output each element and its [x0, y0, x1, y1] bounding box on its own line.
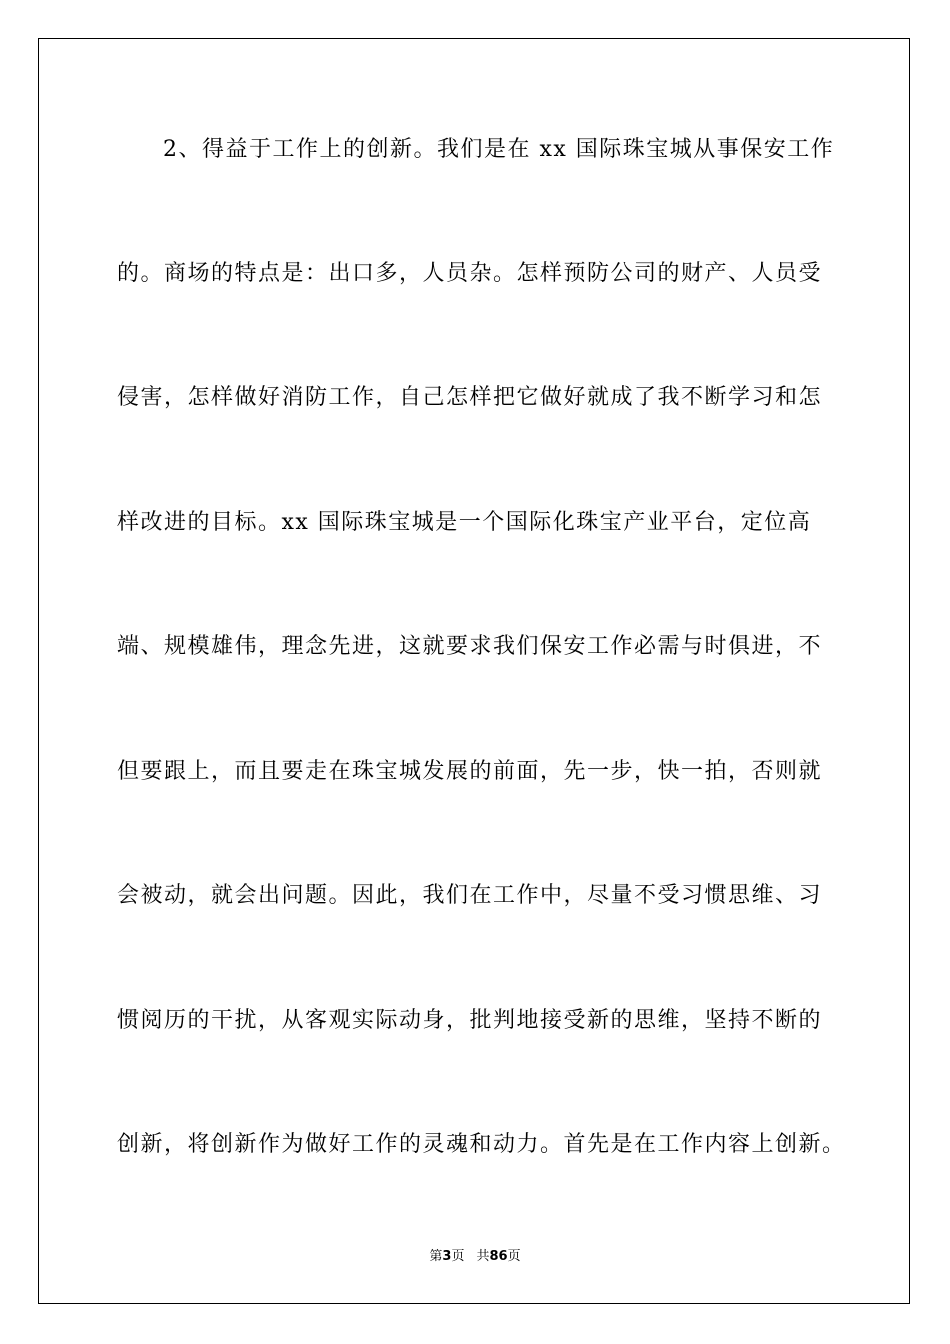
body-text-line: 创新，将创新作为做好工作的灵魂和动力。首先是在工作内容上创新。: [117, 1132, 846, 1157]
total-suffix: 页: [507, 1249, 521, 1264]
page-prefix: 第: [429, 1249, 443, 1264]
page-footer: [0, 1248, 950, 1266]
body-text-line: 2、得益于工作上的创新。我们是在 xx 国际珠宝城从事保安工作: [163, 137, 835, 162]
body-text-line: 样改进的目标。xx 国际珠宝城是一个国际化珠宝产业平台，定位高: [117, 510, 812, 535]
page-number: 3: [442, 1249, 452, 1264]
body-text-line: 端、规模雄伟，理念先进，这就要求我们保安工作必需与时俱进，不: [117, 634, 823, 659]
page-suffix: 页: [451, 1249, 465, 1264]
body-text-line: 会被动，就会出问题。因此，我们在工作中，尽量不受习惯思维、习: [117, 883, 823, 908]
body-text-line: 的。商场的特点是：出口多，人员杂。怎样预防公司的财产、人员受: [117, 261, 823, 286]
total-prefix: 共: [476, 1249, 490, 1264]
body-text-line: 惯阅历的干扰，从客观实际动身，批判地接受新的思维，坚持不断的: [117, 1008, 823, 1033]
total-pages: 86: [489, 1249, 508, 1264]
page-border: [38, 38, 910, 1304]
body-text-line: 侵害，怎样做好消防工作，自己怎样把它做好就成了我不断学习和怎: [117, 385, 823, 410]
body-text-line: 但要跟上，而且要走在珠宝城发展的前面，先一步，快一拍，否则就: [117, 759, 823, 784]
